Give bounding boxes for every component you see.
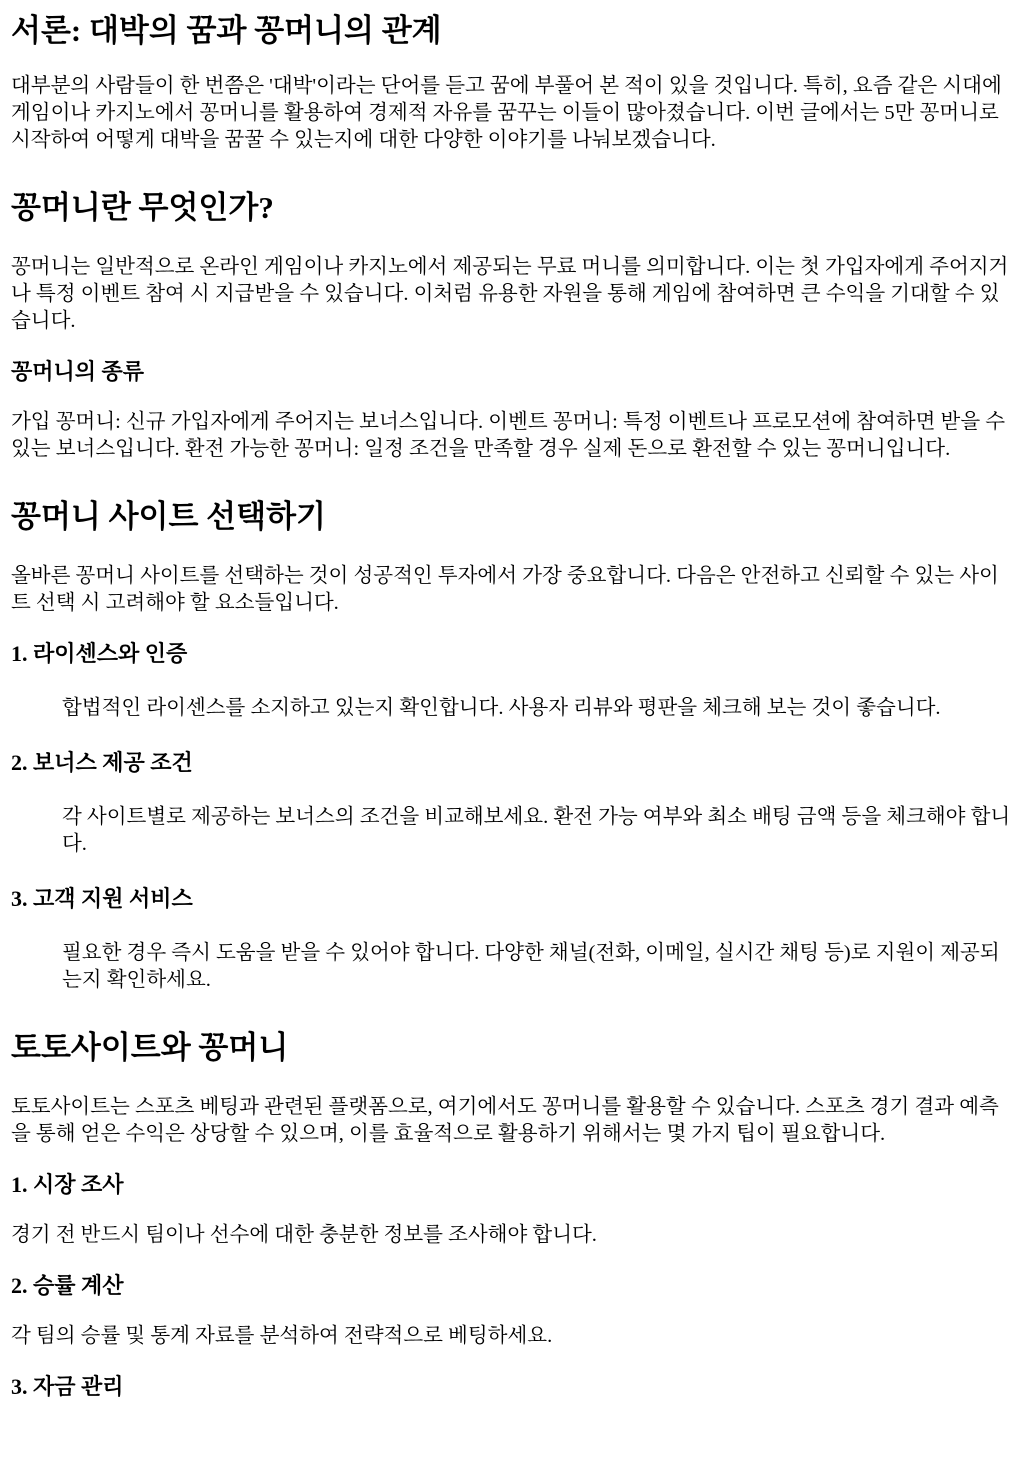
intro-paragraph: 대부분의 사람들이 한 번쯤은 '대박'이라는 단어를 듣고 꿈에 부풀어 본 적이 있을 것입니다. 특히, 요즘 같은 시대에 게임이나 카지노에서 꽁머니를 활용하여 경제적 자유를 꿈꾸는 이들이 많아졌습니다. 이번 글에서는 5만 꽁머니로 시작하여 어떻게 대박을 꿈꿀 수 있는지에 대한 다양한 이야기를 나눠보겠습니다. — [11, 75, 1002, 151]
document-page — [0, 11, 1024, 1459]
site-selection-paragraph: 올바른 꽁머니 사이트를 선택하는 것이 성공적인 투자에서 가장 중요합니다. 다음은 안전하고 신뢰할 수 있는 사이트 선택 시 고려해야 할 요소들입니다. — [11, 565, 999, 614]
subsection-heading-types: 꽁머니의 종류 — [11, 359, 145, 384]
section-heading-toto: 토토사이트와 꽁머니 — [11, 1030, 289, 1065]
section-heading-site-selection: 꽁머니 사이트 선택하기 — [11, 499, 326, 534]
section-heading-intro: 서론: 대박의 꿈과 꽁머니의 관계 — [11, 13, 442, 48]
item-heading-support: 3. 고객 지원 서비스 — [11, 886, 193, 911]
types-paragraph: 가입 꽁머니: 신규 가입자에게 주어지는 보너스입니다. 이벤트 꽁머니: 특정 이벤트나 프로모션에 참여하면 받을 수 있는 보너스입니다. 환전 가능한 꽁머니: 일정 조건을 만족할 경우 실제 돈으로 환전할 수 있는 꽁머니입니다. — [11, 411, 1006, 460]
item-text-bonus: 각 사이트별로 제공하는 보너스의 조건을 비교해보세요. 환전 가능 여부와 최소 배팅 금액 등을 체크해야 합니다. — [62, 806, 1011, 855]
item-text-support: 필요한 경우 즉시 도움을 받을 수 있어야 합니다. 다양한 채널(전화, 이메일, 실시간 채팅 등)로 지원이 제공되는지 확인하세요. — [62, 942, 1000, 991]
item-text-win-rate: 각 팀의 승률 및 통계 자료를 분석하여 전략적으로 베팅하세요. — [11, 1325, 553, 1347]
item-heading-market-research: 1. 시장 조사 — [11, 1172, 124, 1197]
item-text-market-research: 경기 전 반드시 팀이나 선수에 대한 충분한 정보를 조사해야 합니다. — [11, 1224, 597, 1246]
item-text-license: 합법적인 라이센스를 소지하고 있는지 확인합니다. 사용자 리뷰와 평판을 체크해 보는 것이 좋습니다. — [62, 697, 941, 719]
what-is-paragraph: 꽁머니는 일반적으로 온라인 게임이나 카지노에서 제공되는 무료 머니를 의미합니다. 이는 첫 가입자에게 주어지거나 특정 이벤트 참여 시 지급받을 수 있습니다. 이처럼 유용한 자원을 통해 게임에 참여하면 큰 수익을 기대할 수 있습니다. — [11, 256, 1009, 332]
item-heading-win-rate: 2. 승률 계산 — [11, 1273, 124, 1298]
toto-paragraph: 토토사이트는 스포츠 베팅과 관련된 플랫폼으로, 여기에서도 꽁머니를 활용할 수 있습니다. 스포츠 경기 결과 예측을 통해 얻은 수익은 상당할 수 있으며, 이를 효율적으로 활용하기 위해서는 몇 가지 팁이 필요합니다. — [11, 1096, 999, 1145]
section-heading-what-is: 꽁머니란 무엇인가? — [11, 190, 274, 225]
item-heading-license: 1. 라이센스와 인증 — [11, 641, 188, 666]
item-heading-fund-management: 3. 자금 관리 — [11, 1374, 124, 1399]
item-heading-bonus: 2. 보너스 제공 조건 — [11, 750, 193, 775]
